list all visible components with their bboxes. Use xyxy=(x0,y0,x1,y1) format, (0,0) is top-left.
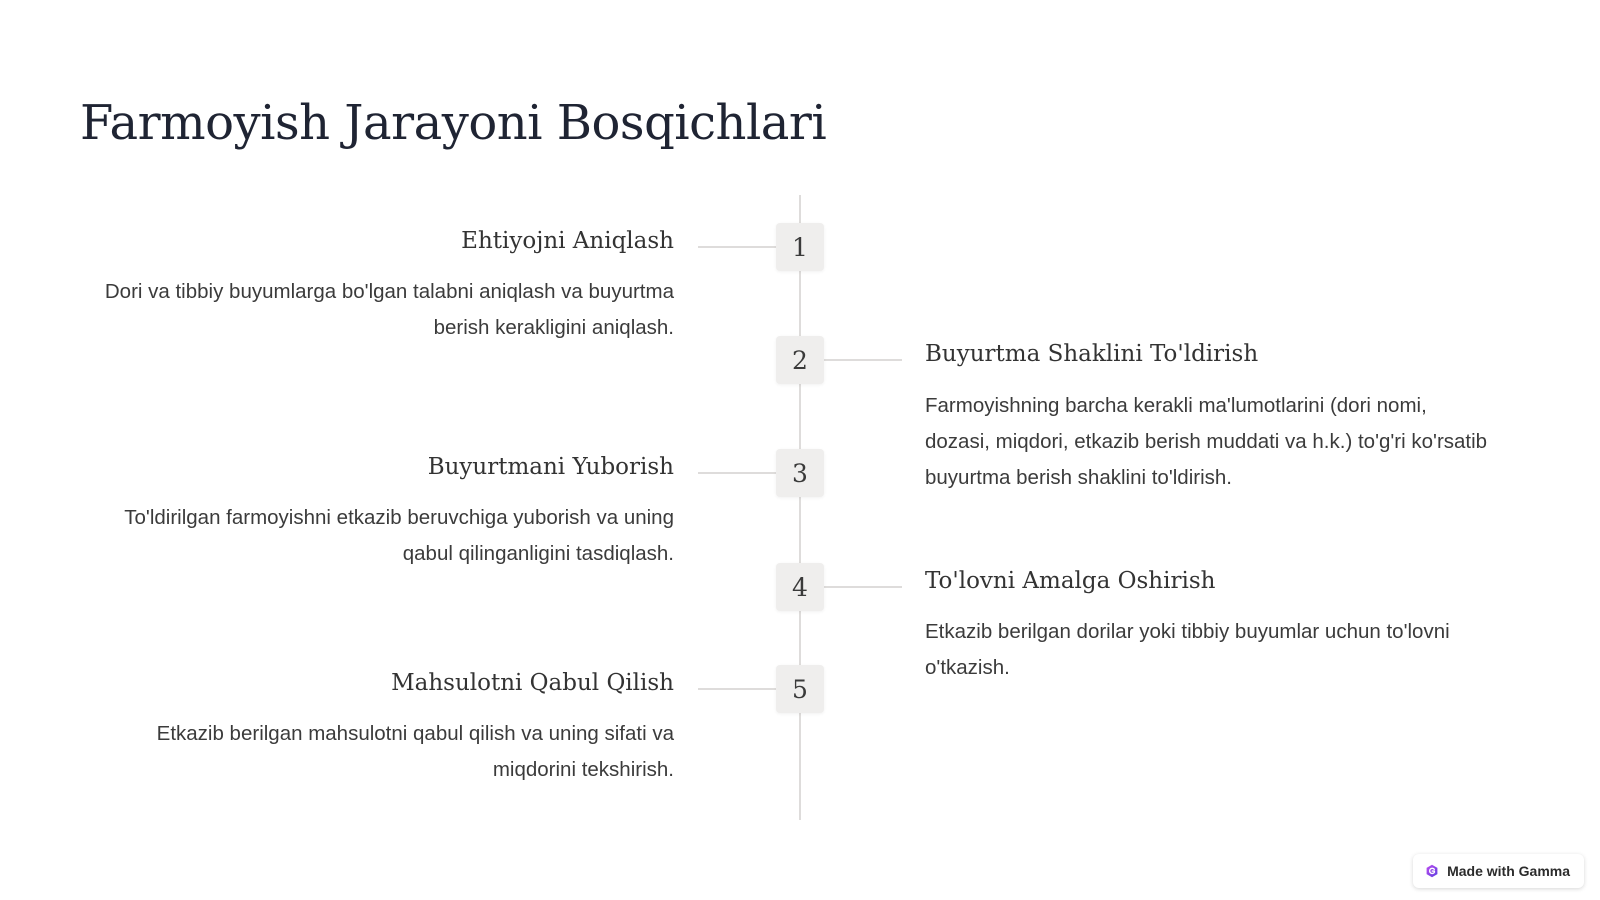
step-3-title: Buyurtmani Yuborish xyxy=(427,454,674,480)
step-5-title: Mahsulotni Qabul Qilish xyxy=(391,670,674,696)
step-5-description: Etkazib berilgan mahsulotni qabul qilish va uning sifati va miqdorini tekshirish. xyxy=(156,722,674,781)
step-3-connector xyxy=(698,472,778,474)
step-1-number-badge: 1 xyxy=(776,223,824,271)
step-2-title: Buyurtma Shaklini To'ldirish xyxy=(925,341,1259,367)
made-with-gamma-label: Made with Gamma xyxy=(1447,863,1570,879)
step-5-number-badge: 5 xyxy=(776,665,824,713)
step-2-connector xyxy=(822,359,902,361)
step-2-description: Farmoyishning barcha kerakli ma'lumotlarini (dori nomi, dozasi, miqdori, etkazib berish muddati va h.k.) to'g'ri ko'rsatib buyurtma berish shaklini to'ldirish. xyxy=(925,394,1488,489)
gamma-logo-icon xyxy=(1425,864,1439,878)
made-with-gamma-badge[interactable] xyxy=(1413,854,1584,888)
step-4-description: Etkazib berilgan dorilar yoki tibbiy buyumlar uchun to'lovni o'tkazish. xyxy=(925,620,1450,679)
step-1-connector xyxy=(698,246,778,248)
step-1-description: Dori va tibbiy buyumlarga bo'lgan talabni aniqlash va buyurtma berish kerakligini aniqlash. xyxy=(104,280,674,339)
timeline-line xyxy=(799,195,801,820)
step-2-number-badge: 2 xyxy=(776,336,824,384)
page-title: Farmoyish Jarayoni Bosqichlari xyxy=(80,95,827,151)
step-5-connector xyxy=(698,688,778,690)
step-4-number-badge: 4 xyxy=(776,563,824,611)
step-4-title: To'lovni Amalga Oshirish xyxy=(925,568,1216,594)
step-1-title: Ehtiyojni Aniqlash xyxy=(461,228,674,254)
step-3-description: To'ldirilgan farmoyishni etkazib beruvchiga yuborish va uning qabul qilinganligini tasdiqlash. xyxy=(124,506,674,565)
step-3-number-badge: 3 xyxy=(776,449,824,497)
step-4-connector xyxy=(822,586,902,588)
